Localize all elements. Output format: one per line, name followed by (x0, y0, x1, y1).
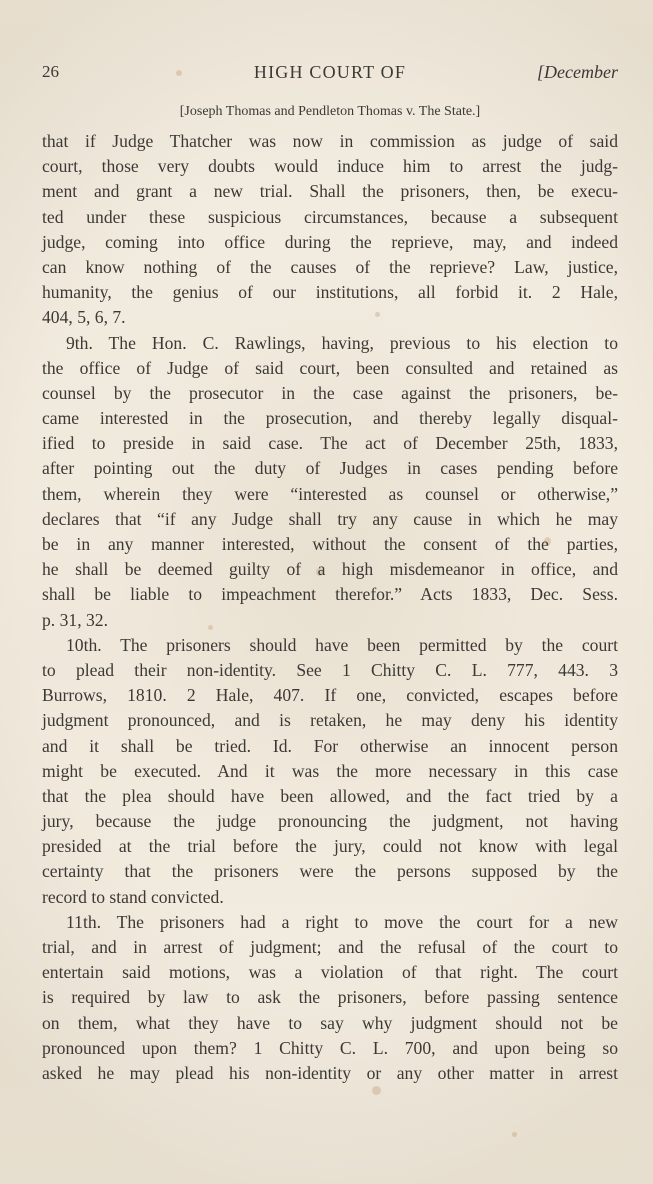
text-line: he shall be deemed guilty of a high misdemeanor in office, and (42, 559, 618, 580)
text-line: humanity, the genius of our institutions, all forbid it. 2 Hale, (42, 282, 618, 303)
text-line: came interested in the prosecution, and thereby legally disqual- (42, 408, 618, 429)
text-line: judge, coming into office during the reprieve, may, and indeed (42, 231, 618, 252)
text-line: can know nothing of the causes of the reprieve? Law, justice, (42, 256, 618, 277)
body-text (42, 129, 618, 1086)
text-line: counsel by the prosecutor in the case against the prisoners, be- (42, 382, 618, 403)
running-title: HIGH COURT OF (253, 62, 407, 82)
running-month: [December (537, 62, 618, 82)
text-line: presided at the trial before the jury, could not know with legal (42, 836, 618, 857)
text-line: after pointing out the duty of Judges in cases pending before (42, 458, 618, 479)
text-line: and it shall be tried. Id. For otherwise an innocent person (42, 735, 618, 756)
text-line: trial, and in arrest of judgment; and the refusal of the court to (42, 937, 618, 957)
text-line: might be executed. And it was the more necessary in this case (42, 760, 618, 781)
text-line: that the plea should have been allowed, and the fact tried by a (42, 785, 618, 806)
running-header (42, 60, 618, 88)
text-line: entertain said motions, was a violation of that right. The court (42, 962, 618, 983)
text-line: Burrows, 1810. 2 Hale, 407. If one, convicted, escapes before (42, 685, 618, 706)
ink-stain (372, 1086, 381, 1095)
text-line: that if Judge Thatcher was now in commission as judge of said (42, 131, 618, 151)
text-line: 404, 5, 6, 7. (42, 307, 126, 328)
text-line: ment and grant a new trial. Shall the prisoners, then, be execu- (42, 181, 618, 202)
text-line: p. 31, 32. (42, 609, 108, 630)
text-line: court, those very doubts would induce him to arrest the judg- (42, 156, 618, 177)
text-line: ified to preside in said case. The act of December 25th, 1833, (42, 433, 618, 454)
text-line: shall be liable to impeachment therefor.” Acts 1833, Dec. Sess. (42, 584, 618, 605)
case-caption: [Joseph Thomas and Pendleton Thomas v. The State.] (179, 104, 481, 119)
text-line: them, wherein they were “interested as counsel or otherwise,” (42, 483, 618, 504)
ink-stain (512, 1132, 517, 1137)
text-line: declares that “if any Judge shall try any cause in which he may (42, 508, 618, 529)
text-line: to plead their non-identity. See 1 Chitty C. L. 777, 443. 3 (42, 659, 618, 680)
text-line: the office of Judge of said court, been consulted and retained as (42, 357, 618, 378)
text-line: record to stand convicted. (42, 886, 224, 907)
page-number: 26 (42, 62, 59, 81)
paragraph-start: 10th. The prisoners should have been permitted by the court (66, 634, 618, 655)
text-line: asked he may plead his non-identity or any other matter in arrest (42, 1062, 618, 1083)
paragraph-start: 9th. The Hon. C. Rawlings, having, previous to his election to (66, 332, 618, 353)
text-line: certainty that the prisoners were the persons supposed by the (42, 861, 618, 882)
text-line: pronounced upon them? 1 Chitty C. L. 700, and upon being so (42, 1037, 618, 1058)
text-line: on them, what they have to say why judgment should not be (42, 1012, 618, 1033)
text-line: jury, because the judge pronouncing the judgment, not having (42, 811, 618, 832)
text-line: be in any manner interested, without the consent of the parties, (42, 534, 618, 554)
text-line: ted under these suspicious circumstances, because a subsequent (42, 206, 618, 227)
paragraph-start: 11th. The prisoners had a right to move the court for a new (66, 911, 618, 932)
text-line: is required by law to ask the prisoners, before passing sentence (42, 987, 618, 1008)
text-line: judgment pronounced, and is retaken, he may deny his identity (42, 710, 618, 731)
